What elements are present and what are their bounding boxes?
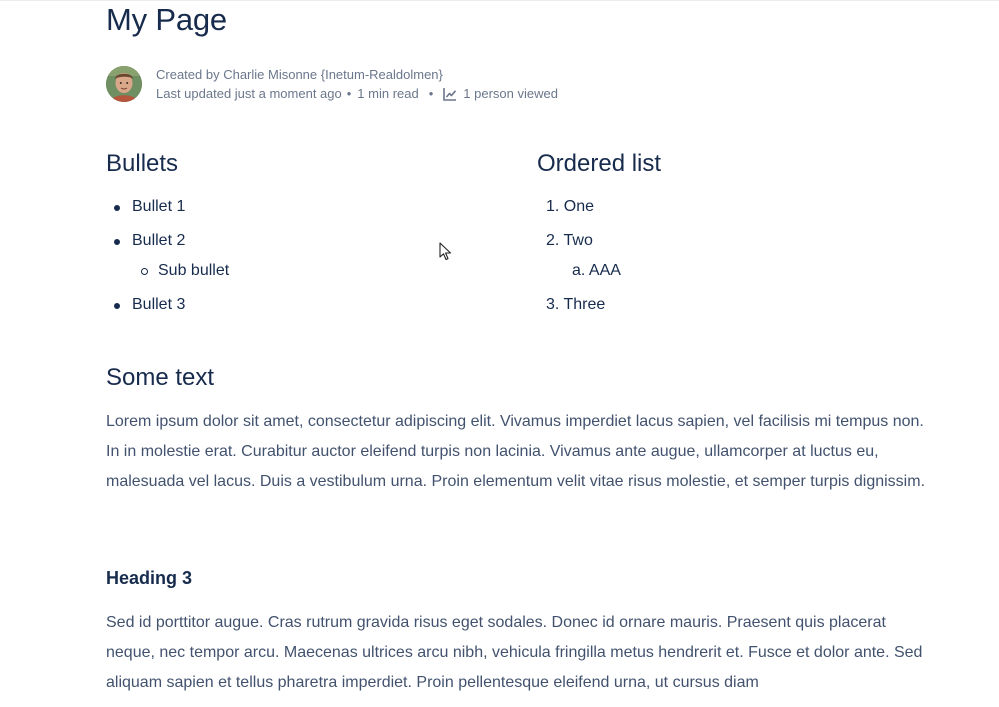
separator-dot: •	[428, 86, 434, 101]
read-time-text: 1 min read	[357, 86, 419, 101]
bullet-marker	[114, 239, 120, 245]
views-count-text[interactable]: 1 person viewed	[463, 86, 558, 101]
list-item-text: Bullet 3	[132, 296, 186, 313]
sub-bullet-marker	[141, 268, 148, 275]
list-item	[106, 197, 306, 217]
created-by-text: Created by Charlie Misonne {Inetum-Realdolmen}	[156, 67, 443, 82]
list-item: 3. Three	[546, 296, 606, 313]
ordered-list-heading: Ordered list	[537, 150, 662, 177]
byline-text	[156, 65, 558, 103]
top-divider	[0, 0, 999, 1]
mouse-pointer-icon	[439, 242, 453, 262]
bullets-heading: Bullets	[106, 150, 179, 177]
sed-paragraph: Sed id porttitor augue. Cras rutrum gravida risus eget sodales. Donec id ornare mauris. Praesent quis placerat neque, nec tempor arcu. Maecenas ultrices arcu nibh, vehicula fringilla metus hendrerit et. Fusce et dolor ante. Sed aliquam sapien et tellus pharetra imperdiet. Proin pellentesque eleifend urna, ut cursus diam	[106, 614, 923, 691]
page-byline	[106, 64, 558, 104]
bullet-marker	[114, 205, 120, 211]
list-item-text: Bullet 1	[132, 198, 186, 215]
list-item-text: Bullet 2	[132, 232, 186, 249]
bullet-marker	[114, 303, 120, 309]
byline-meta-row	[156, 84, 558, 103]
lorem-paragraph: Lorem ipsum dolor sit amet, consectetur adipiscing elit. Vivamus imperdiet lacus sapien, vel facilisis mi tempus non. In in molestie erat. Curabitur auctor eleifend turpis non lacinia. Vivamus ante augue, ullamcorper at luctus eu, malesuada vel lacus. Duis a vestibulum urna. Proin elementum velit vitae risus molestie, et semper turpis dignissim.	[106, 413, 926, 490]
list-item	[106, 261, 306, 281]
separator-dot: •	[346, 86, 352, 101]
list-item-text: Sub bullet	[158, 262, 230, 279]
heading-3: Heading 3	[106, 568, 193, 588]
list-item: a. AAA	[572, 262, 621, 279]
page-title: My Page	[106, 2, 227, 37]
list-item	[106, 231, 306, 251]
list-item	[106, 295, 306, 315]
some-text-heading: Some text	[106, 364, 215, 391]
ordered-list-section	[537, 150, 661, 178]
line-chart-icon[interactable]	[443, 87, 457, 101]
last-updated-text[interactable]: Last updated just a moment ago	[156, 86, 342, 101]
list-item: 1. One	[546, 198, 595, 215]
list-item: 2. Two	[546, 232, 593, 249]
bullets-section	[106, 150, 178, 178]
avatar[interactable]	[106, 66, 142, 102]
